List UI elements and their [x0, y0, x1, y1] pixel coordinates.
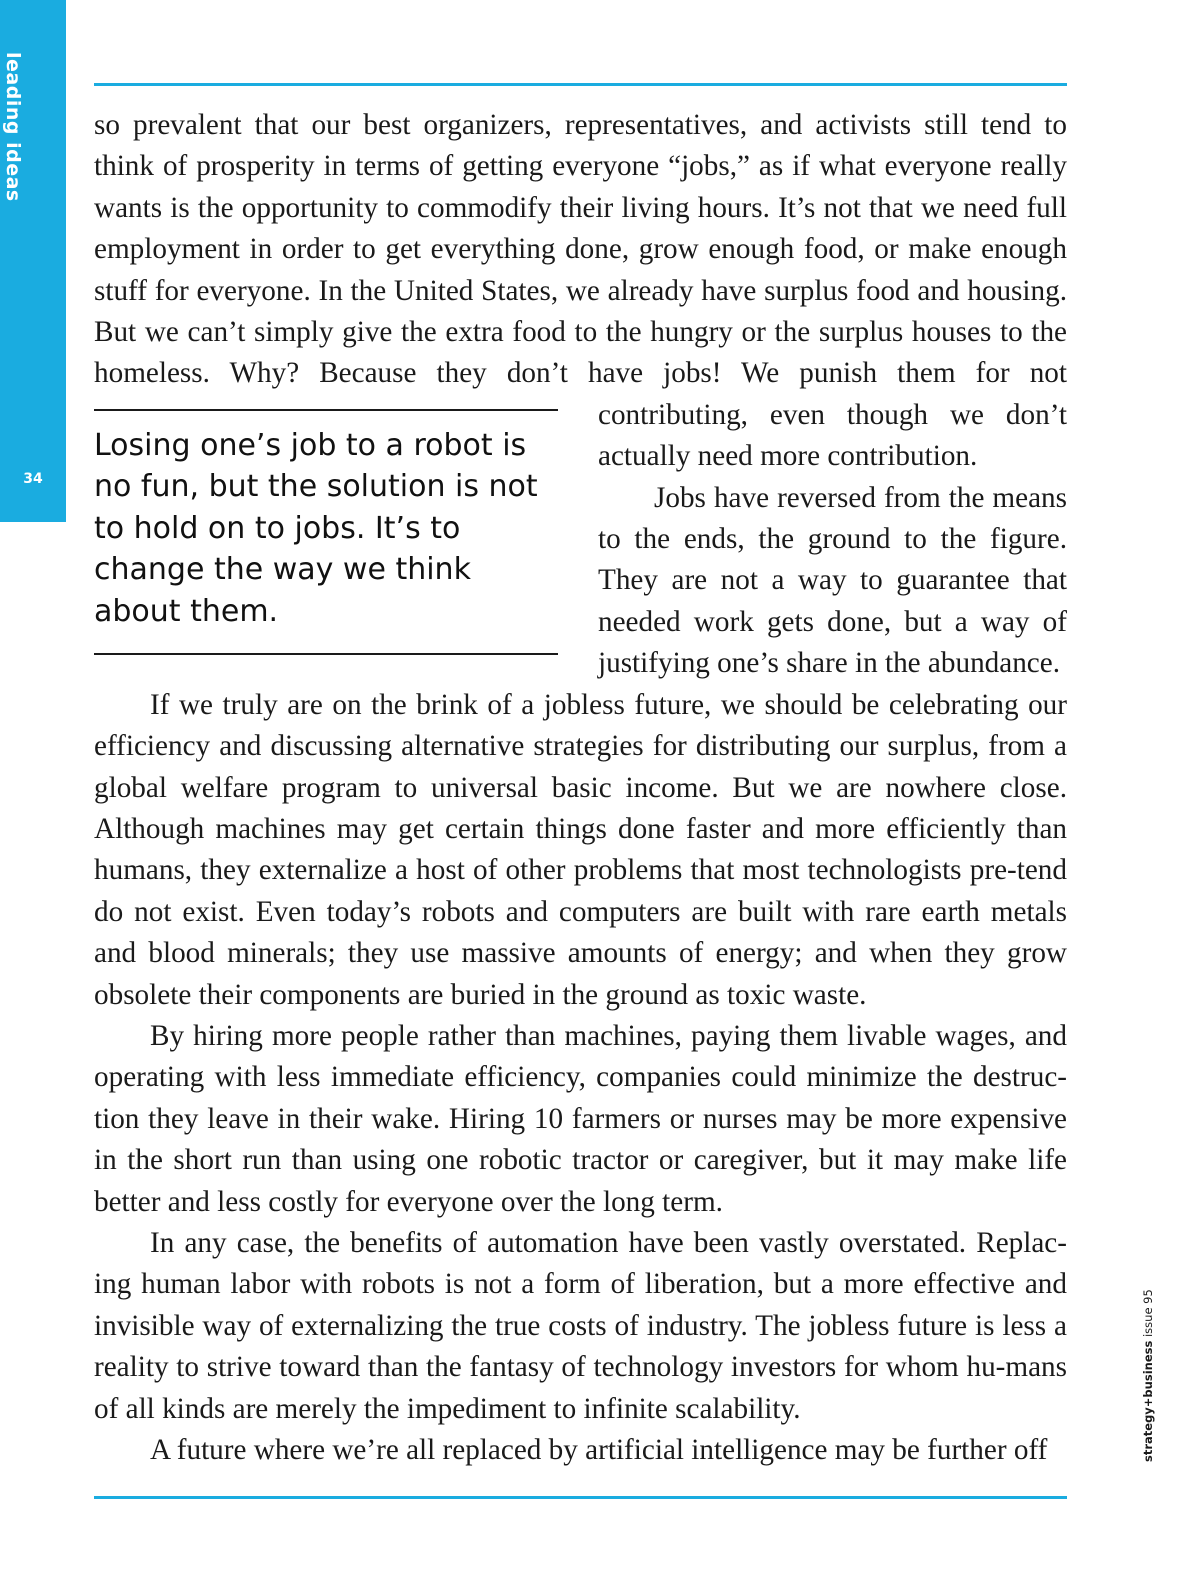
- top-rule: [94, 83, 1067, 86]
- section-tab: [0, 0, 66, 522]
- bottom-rule: [94, 1496, 1067, 1499]
- paragraph: A future where we’re all replaced by artificial intelligence may be further off: [150, 1434, 1048, 1466]
- article-body: [94, 105, 1067, 1471]
- section-label: leading ideas: [2, 52, 24, 202]
- issue-number: issue 95: [1141, 1289, 1155, 1338]
- paragraph: If we truly are on the brink of a jobless future, we should be celebrating our efficiency and discussing alternative strategies for distributing our surplus, from a global welfare program to universal basic income. But we are nowhere close. Although machines may get certain things done faster and more efficiently than humans, they externalize a host of other problems that most technologists pre-tend do not exist. Even today’s robots and computers are built with rare earth metals and blood minerals; they use massive amounts of energy; and when they grow obsolete their components are buried in the ground as toxic waste.: [94, 688, 1067, 1011]
- paragraph: so prevalent that our best organizers, representatives, and activists still tend to think of prosperity in terms of getting everyone “jobs,” as if what everyone really wants is the opportunity to commodify their living hours. It’s not that we need full employment in order to get everything done, grow enough food, or make enough stuff for everyone. In the United States, we already have surplus food and housing. But we can’t simply give the extra food to the hungry or the surplus houses to the homeless. Why? Because they don’t have jobs! We punish them for not Losing one’s job to a robot is no fun, but the solution is not to hold on to jobs. It’s to change the way we think about them. contributing, even though we don’t actually need more contribution.: [94, 105, 1067, 478]
- paragraph: By hiring more people rather than machines, paying them livable wages, and operating with less immediate efficiency, companies could minimize the destruc-tion they leave in their wake. Hiring 10 farmers or nurses may be more expensive in the short run than using one robotic tractor or caregiver, but it may make life better and less costly for everyone over the long term.: [94, 1019, 1067, 1218]
- paragraph: Jobs have reversed from the means to the ends, the ground to the figure. They are not a way to guarantee that needed work gets done, but a way of justifying one’s share in the abundance.: [598, 481, 1067, 680]
- paragraph: In any case, the benefits of automation have been vastly overstated. Replac-ing human labor with robots is not a form of liberation, but a more effective and invisible way of externalizing the true costs of industry. The jobless future is less a reality to strive toward than the fantasy of technology investors for whom hu-mans of all kinds are merely the impediment to infinite scalability.: [94, 1226, 1067, 1425]
- footer-label: [1141, 1289, 1155, 1462]
- page-number: 34: [23, 471, 43, 487]
- pull-quote: Losing one’s job to a robot is no fun, but the solution is not to hold on to jobs. It’s to change the way we think about them.: [94, 409, 558, 655]
- publication-name: strategy+business: [1141, 1340, 1155, 1462]
